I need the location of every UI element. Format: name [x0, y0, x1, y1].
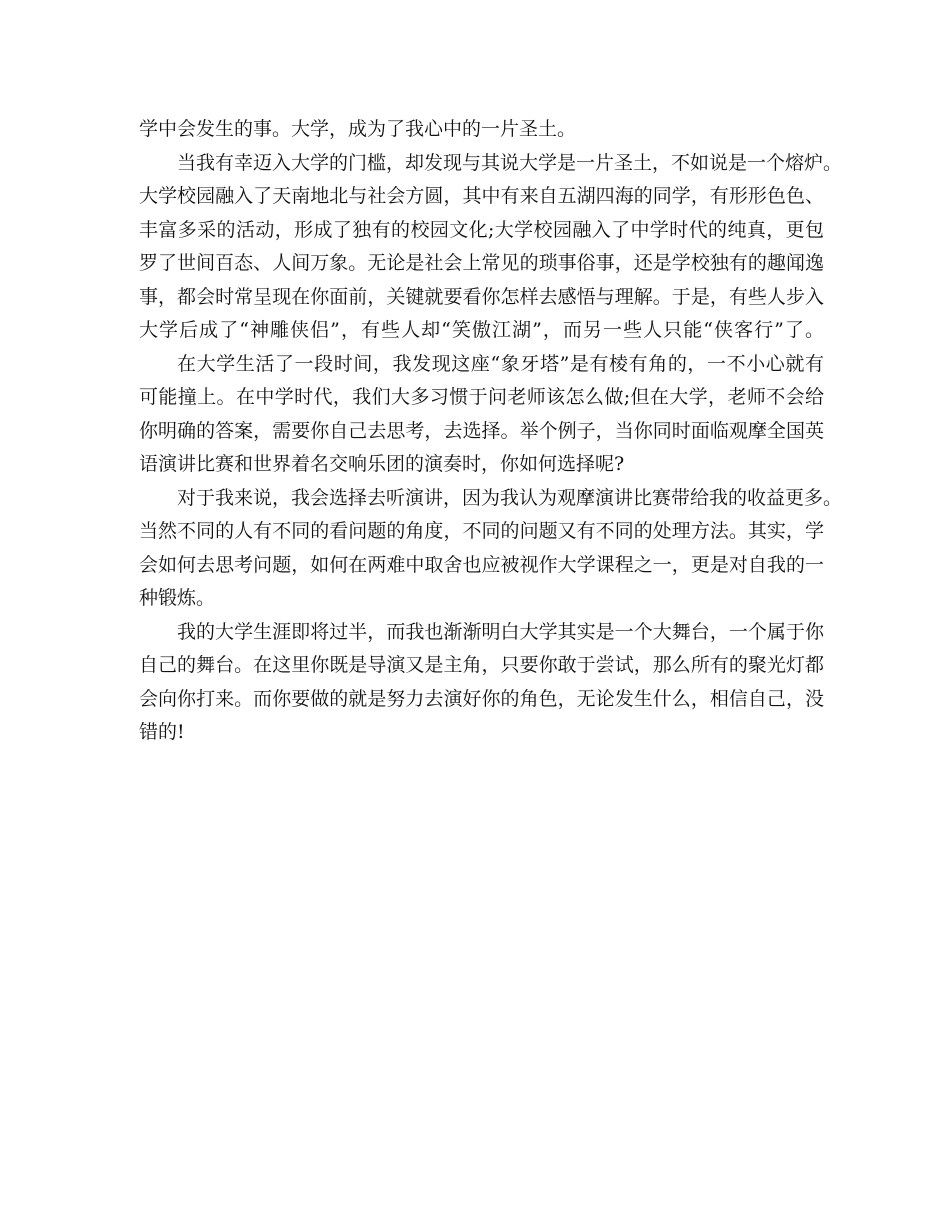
paragraph-first-line: 对于我来说，我会选择去听演讲，因为我认为观摩演讲比赛带给我的收益更多。: [177, 486, 843, 509]
text-line: 罗了世间百态、人间万象。无论是社会上常见的琐事俗事，还是学校独有的趣闻逸: [139, 252, 824, 274]
text-line: 会如何去思考问题，如何在两难中取舍也应被视作大学课程之一，更是对自我的一: [139, 553, 824, 576]
text-line: 种锻炼。: [139, 587, 216, 609]
text-line: 会向你打来。而你要做的就是努力去演好你的角色，无论发生什么，相信自己，没: [139, 687, 824, 710]
document-body: [139, 113, 843, 750]
text-line: 学中会发生的事。大学，成为了我心中的一片圣土。: [139, 118, 577, 140]
text-line: 自己的舞台。在这里你既是导演又是主角，只要你敢于尝试，那么所有的聚光灯都: [139, 654, 824, 676]
paragraph-first-line: 我的大学生涯即将过半，而我也渐渐明白大学其实是一个大舞台，一个属于你: [177, 620, 824, 643]
text-line: 语演讲比赛和世界着名交响乐团的演奏时，你如何选择呢?: [139, 453, 625, 475]
text-line: 大学校园融入了天南地北与社会方圆，其中有来自五湖四海的同学，有形形色色、: [139, 185, 824, 207]
text-line: 你明确的答案，需要你自己去思考，去选择。举个例子，当你同时面临观摩全国英: [139, 419, 824, 442]
text-line: 可能撞上。在中学时代，我们大多习惯于问老师该怎么做;但在大学，老师不会给: [139, 386, 824, 408]
paragraph-first-line: 当我有幸迈入大学的门槛，却发现与其说大学是一片圣土，不如说是一个熔炉。: [177, 151, 843, 174]
text-line: 当然不同的人有不同的看问题的角度，不同的问题又有不同的处理方法。其实，学: [139, 520, 824, 542]
text-line: 事，都会时常呈现在你面前，关键就要看你怎样去感悟与理解。于是，有些人步入: [139, 285, 824, 308]
paragraph-first-line: 在大学生活了一段时间，我发现这座“象牙塔”是有棱有角的，一不小心就有: [177, 352, 824, 375]
text-line: 丰富多采的活动，形成了独有的校园文化;大学校园融入了中学时代的纯真，更包: [139, 218, 824, 241]
text-line: 大学后成了“神雕侠侣”，有些人却“笑傲江湖”，而另一些人只能“侠客行”了。: [139, 319, 824, 341]
text-line: 错的!: [139, 721, 185, 743]
